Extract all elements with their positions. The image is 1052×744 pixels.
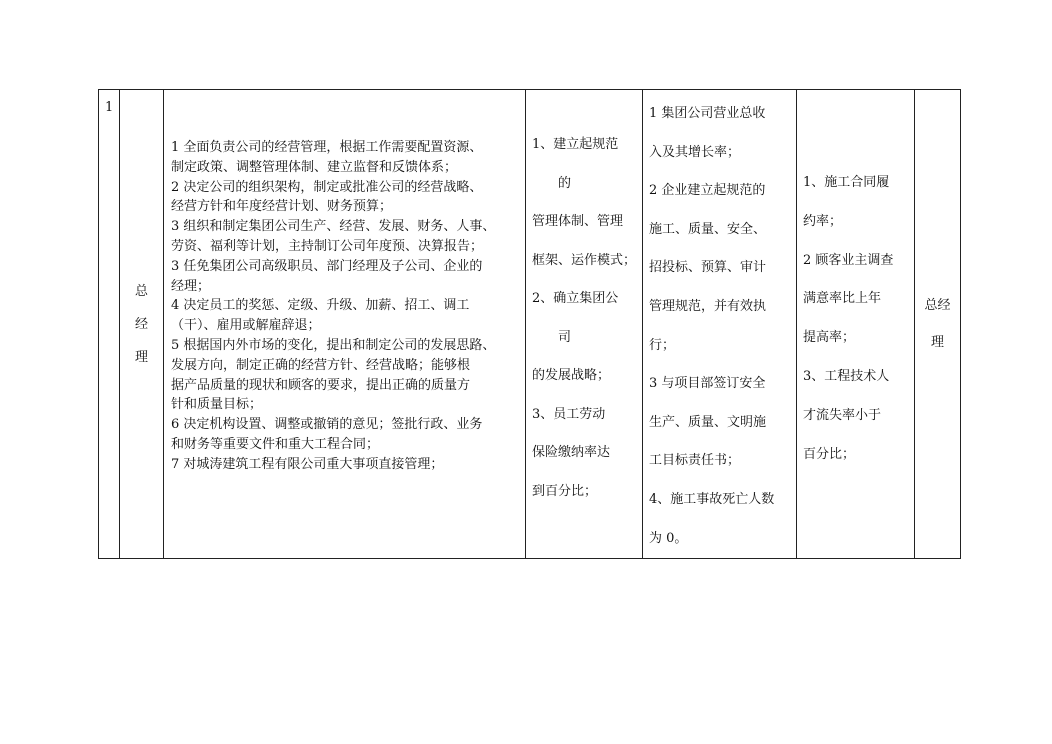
duty-line: 3 组织和制定集团公司生产、经营、发展、财务、人事、 xyxy=(171,219,496,235)
indicator-line: 百分比； xyxy=(803,446,856,462)
row-number-cell xyxy=(99,90,120,559)
goal-line: 的发展战略； xyxy=(532,368,611,383)
responsibility-table xyxy=(98,89,961,559)
position-cell xyxy=(120,90,164,559)
duty-line: 1 全面负责公司的经营管理，根据工作需要配置资源、 xyxy=(171,140,483,155)
kpi-line: 1 集团公司营业总收 xyxy=(649,106,766,121)
assessor-text: 理 xyxy=(930,335,944,351)
kpi-line: 管理规范，并有效执 xyxy=(649,298,767,314)
duty-line: 制定政策、调整管理体制、建立监督和反馈体系； xyxy=(171,159,458,175)
duty-line: 经营方针和年度经营计划、财务预算； xyxy=(171,199,393,215)
kpi-line: 为 0。 xyxy=(649,530,688,546)
duty-line: 发展方向，制定正确的经营方针、经营战略；能够根 xyxy=(171,357,471,373)
goal-line: 司 xyxy=(558,329,572,345)
goal-line: 1、建立起规范 xyxy=(532,137,619,152)
kpi-line: 工目标责任书； xyxy=(649,453,741,469)
goal-line: 框架、运作模式； xyxy=(532,252,637,268)
assessor-cell xyxy=(915,90,961,559)
row-number: 1 xyxy=(105,100,114,115)
indicator-line: 提高率； xyxy=(803,330,856,346)
table-row xyxy=(99,90,961,559)
goal-line: 的 xyxy=(558,175,572,191)
indicator-line: 约率； xyxy=(803,213,843,229)
kpi-line: 生产、质量、文明施 xyxy=(649,414,767,430)
kpi-cell xyxy=(643,90,797,559)
other-indicators-cell xyxy=(797,90,915,559)
assessor-text: 总经 xyxy=(924,298,951,314)
duty-line: 劳资、福利等计划，主持制订公司年度预、决算报告； xyxy=(171,238,484,254)
goal-line: 保险缴纳率达 xyxy=(532,445,611,460)
duty-line: 据产品质量的现状和顾客的要求，提出正确的质量方 xyxy=(171,377,471,393)
kpi-line: 4、施工事故死亡人数 xyxy=(649,491,775,507)
duties-cell xyxy=(164,90,526,559)
goal-line: 到百分比； xyxy=(532,483,598,499)
position-char: 理 xyxy=(134,349,148,365)
duty-line: 针和质量目标； xyxy=(171,397,263,413)
duty-line: 3 任免集团公司高级职员、部门经理及子公司、企业的 xyxy=(171,258,483,274)
kpi-line: 招投标、预算、审计 xyxy=(649,260,767,276)
position-char: 经 xyxy=(134,316,148,332)
position-char: 总 xyxy=(134,283,148,299)
indicator-line: 2 顾客业主调查 xyxy=(803,252,894,268)
goals-cell xyxy=(526,90,643,559)
duty-line: 经理； xyxy=(171,278,211,294)
duty-line: 6 决定机构设置、调整或撤销的意见；签批行政、业务 xyxy=(171,417,483,433)
indicator-line: 才流失率小于 xyxy=(803,407,882,423)
indicator-line: 1、施工合同履 xyxy=(803,175,890,190)
duty-line: 7 对城涛建筑工程有限公司重大事项直接管理； xyxy=(171,456,444,472)
kpi-line: 3 与项目部签订安全 xyxy=(649,376,766,392)
kpi-line: 2 企业建立起规范的 xyxy=(649,183,766,199)
goal-line: 2、确立集团公 xyxy=(532,291,619,306)
duty-line: （干）、雇用或解雇辞退； xyxy=(171,318,321,334)
indicator-line: 满意率比上年 xyxy=(803,291,882,307)
indicator-line: 3、工程技术人 xyxy=(803,368,890,384)
goal-line: 管理体制、管理 xyxy=(532,214,624,229)
duty-line: 4 决定员工的奖惩、定级、升级、加薪、招工、调工 xyxy=(171,298,470,314)
duty-line: 2 决定公司的组织架构，制定或批准公司的经营战略、 xyxy=(171,179,483,195)
goal-line: 3、员工劳动 xyxy=(532,406,606,422)
duty-line: 和财务等重要文件和重大工程合同； xyxy=(171,436,380,452)
kpi-line: 行； xyxy=(649,337,676,353)
kpi-line: 入及其增长率； xyxy=(649,144,741,160)
duty-line: 5 根据国内外市场的变化，提出和制定公司的发展思路、 xyxy=(171,337,496,353)
kpi-line: 施工、质量、安全、 xyxy=(649,221,767,237)
